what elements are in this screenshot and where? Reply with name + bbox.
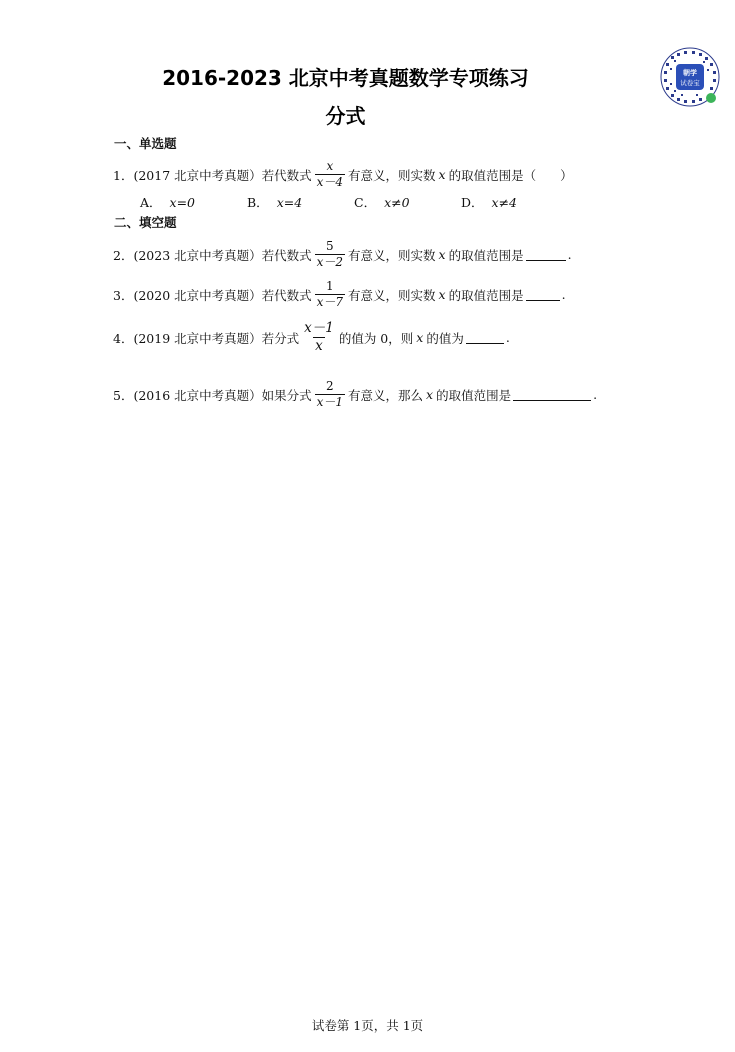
question-1	[113, 160, 573, 190]
q2-numerator: 5	[326, 239, 334, 253]
q4-answer-blank[interactable]	[466, 331, 504, 344]
q3-end: .	[561, 287, 566, 303]
question-3	[113, 280, 566, 310]
q5-denominator: x－1	[316, 394, 344, 409]
q3-denominator: x－7	[316, 294, 344, 309]
q5-suffix: 的取值范围是	[436, 387, 512, 403]
q2-suffix: 的取值范围是	[448, 247, 524, 263]
question-5	[113, 380, 597, 410]
q3-prefix: 3．(2020 北京中考真题）若代数式	[113, 287, 312, 303]
q5-middle: 有意义，那么	[348, 387, 424, 403]
q4-end: .	[505, 330, 510, 346]
q1-middle: 有意义，则实数	[348, 167, 436, 183]
q1-numerator: x	[326, 159, 334, 173]
q4-fraction	[302, 321, 336, 354]
question-2	[113, 240, 572, 270]
qr-code-logo	[659, 46, 721, 108]
document-title: 2016-2023 北京中考真题数学专项练习	[162, 66, 529, 90]
q5-prefix: 5．(2016 北京中考真题）如果分式	[113, 387, 312, 403]
q1-option-b: B． x=4	[247, 195, 303, 210]
q5-variable: x	[426, 387, 434, 403]
q4-suffix: 的值为	[426, 330, 464, 346]
q1-variable: x	[438, 167, 446, 183]
section-heading-fill-blank: 二、填空题	[114, 215, 177, 230]
qr-badge-line2: 试卷宝	[680, 79, 700, 87]
q5-fraction	[315, 380, 345, 410]
q2-answer-blank[interactable]	[526, 248, 566, 261]
q1-close-paren: ）	[560, 167, 573, 183]
page-footer: 试卷第 1页，共 1页	[311, 1018, 424, 1033]
section-heading-single-choice: 一、单选题	[114, 136, 177, 151]
q1-fraction	[315, 160, 345, 190]
q2-variable: x	[438, 247, 446, 263]
q2-prefix: 2．(2023 北京中考真题）若代数式	[113, 247, 312, 263]
q4-variable: x	[416, 330, 424, 346]
q1-option-d: D． x≠4	[461, 195, 518, 210]
qr-badge-line1: 朝学	[683, 69, 697, 77]
q1-prefix: 1．(2017 北京中考真题）若代数式	[113, 167, 312, 183]
q3-middle: 有意义，则实数	[348, 287, 436, 303]
q2-fraction	[315, 240, 345, 270]
q1-denominator: x－4	[316, 174, 344, 189]
q4-prefix: 4．(2019 北京中考真题）若分式	[113, 330, 300, 346]
q3-answer-blank[interactable]	[526, 288, 560, 301]
q2-middle: 有意义，则实数	[348, 247, 436, 263]
question-4	[113, 321, 510, 354]
q4-numerator: x－1	[304, 320, 334, 336]
q2-denominator: x－2	[316, 254, 344, 269]
q4-denominator: x	[315, 337, 323, 354]
q1-option-a: A． x=0	[140, 195, 196, 210]
q5-numerator: 2	[326, 379, 334, 393]
q3-suffix: 的取值范围是	[448, 287, 524, 303]
q3-fraction	[315, 280, 345, 310]
q5-end: .	[593, 387, 598, 403]
q1-suffix: 的取值范围是（	[448, 167, 537, 183]
document-subtitle: 分式	[325, 104, 366, 128]
q4-middle: 的值为 0，则	[338, 330, 414, 346]
q1-option-c: C． x≠0	[354, 195, 410, 210]
q5-answer-blank[interactable]	[513, 388, 591, 401]
q2-end: .	[567, 247, 572, 263]
q3-numerator: 1	[326, 279, 334, 293]
q3-variable: x	[438, 287, 446, 303]
